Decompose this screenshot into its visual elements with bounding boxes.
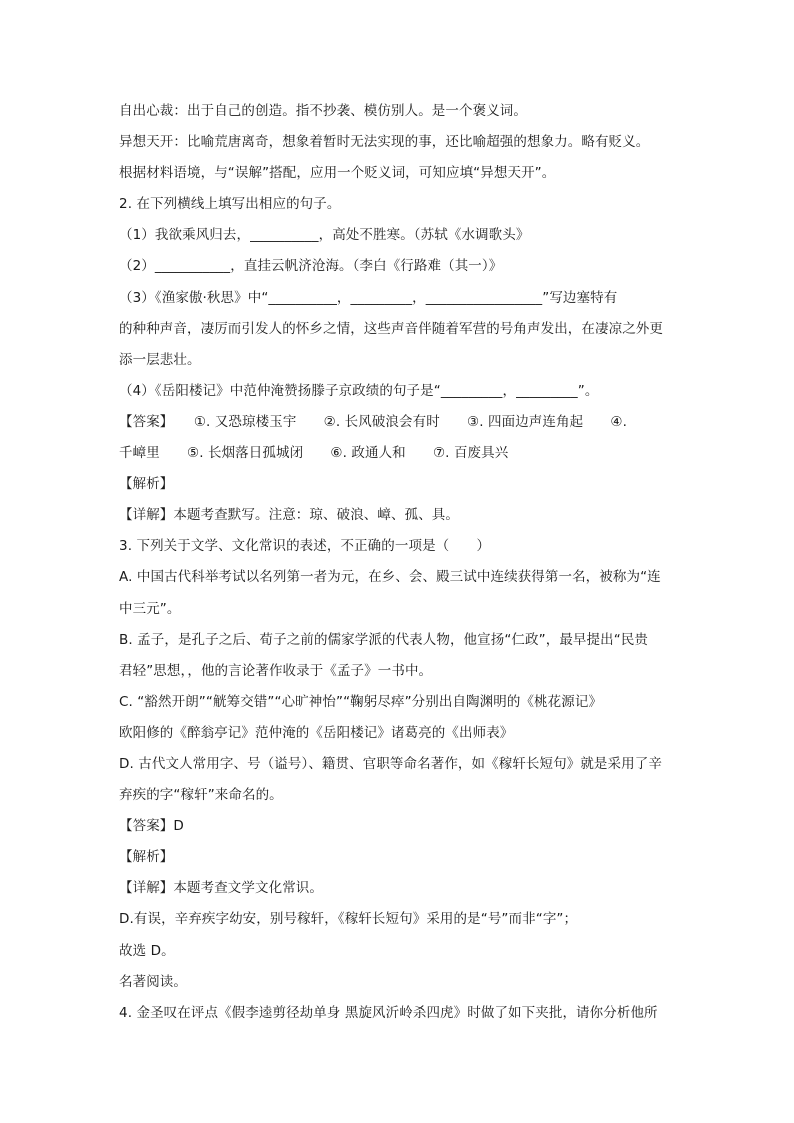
answer-line: 【答案】 ①. 又恐琼楼玉宇 ②. 长风破浪会有时 ③. 四面边声连角起 ④. [119, 413, 627, 430]
text-line: （3）《渔家傲·秋思》中“__________，_________，_________________”写边塞特有 [119, 289, 618, 306]
text-line: （2）___________，直挂云帆济沧海。（李白《行路难（其一）》 [119, 258, 503, 275]
text-line: 异想天开：比喻荒唐离奇，想象着暂时无法实现的事，还比喻超强的想象力。略有贬义。 [119, 134, 650, 151]
text-line: 弃疾的字“稼轩”来命名的。 [119, 787, 283, 804]
text-line: 君轻”思想，，他的言论著作收录于《孟子》一书中。 [119, 662, 433, 679]
text-line: 千嶂里 ⑤. 长烟落日孤城闭 ⑥. 政通人和 ⑦. 百废具兴 [119, 445, 509, 462]
answer-line: 【答案】D [119, 818, 184, 835]
text-line: 添一层悲壮。 [119, 351, 201, 368]
option-b: B. 孟子，是孔子之后、荀子之前的儒家学派的代表人物，他宣扬“仁政”，最早提出“民贵 [119, 631, 649, 648]
text-line: 自出心裁：出于自己的创造。指不抄袭、模仿别人。是一个褒义词。 [119, 103, 527, 119]
option-c: C. “豁然开朗”“觥筹交错”“心旷神怡”“鞠躬尽瘁”分别出自陶渊明的《桃花源记》 [119, 693, 603, 710]
option-a: A. 中国古代科举考试以名列第一者为元，在乡、会、殿三试中连续获得第一名，被称为“连 [119, 569, 661, 586]
detail-line: 【详解】本题考查文学文化常识。 [119, 880, 323, 897]
text-line: 根据材料语境，与“误解”搭配，应用一个贬义词，可知应填“异想天开”。 [119, 165, 556, 182]
question-4-stem: 4. 金圣叹在评点《假李逵剪径劫单身 黑旋风沂岭杀四虎》时做了如下夹批，请你分析他所 [119, 1004, 658, 1021]
option-d: D. 古代文人常用字、号（谥号）、籍贯、官职等命名著作，如《稼轩长短句》就是采用了辛 [119, 755, 662, 772]
text-line: 中三元”。 [119, 600, 181, 617]
text-line: D.有误，辛弃疾字幼安，别号稼轩，《稼轩长短句》采用的是“号”而非“字”； [119, 911, 578, 928]
document-page [119, 96, 679, 1029]
question-3-stem: 3. 下列关于文学、文化常识的表述，不正确的一项是（ ） [119, 538, 491, 555]
detail-line: 【详解】本题考查默写。注意：琼、破浪、嶂、孤、具。 [119, 507, 459, 524]
text-line: 欧阳修的《醉翁亭记》范仲淹的《岳阳楼记》诸葛亮的《出师表》 [119, 724, 514, 741]
text-line: （1）我欲乘风归去，__________，高处不胜寒。（苏轼《水调歌头》 [119, 227, 530, 244]
text-line: 故选 D。 [119, 942, 175, 959]
section-heading: 名著阅读。 [119, 973, 187, 990]
analysis-heading: 【解析】 [119, 476, 174, 493]
text-line: 的种种声音，凄厉而引发人的怀乡之情，这些声音伴随着军营的号角声发出，在凄凉之外更 [119, 320, 663, 337]
question-2-stem: 2. 在下列横线上填写出相应的句子。 [119, 196, 341, 213]
text-line: （4）《岳阳楼记》中范仲淹赞扬滕子京政绩的句子是“_________，_________”。 [119, 382, 599, 399]
analysis-heading: 【解析】 [119, 849, 174, 866]
